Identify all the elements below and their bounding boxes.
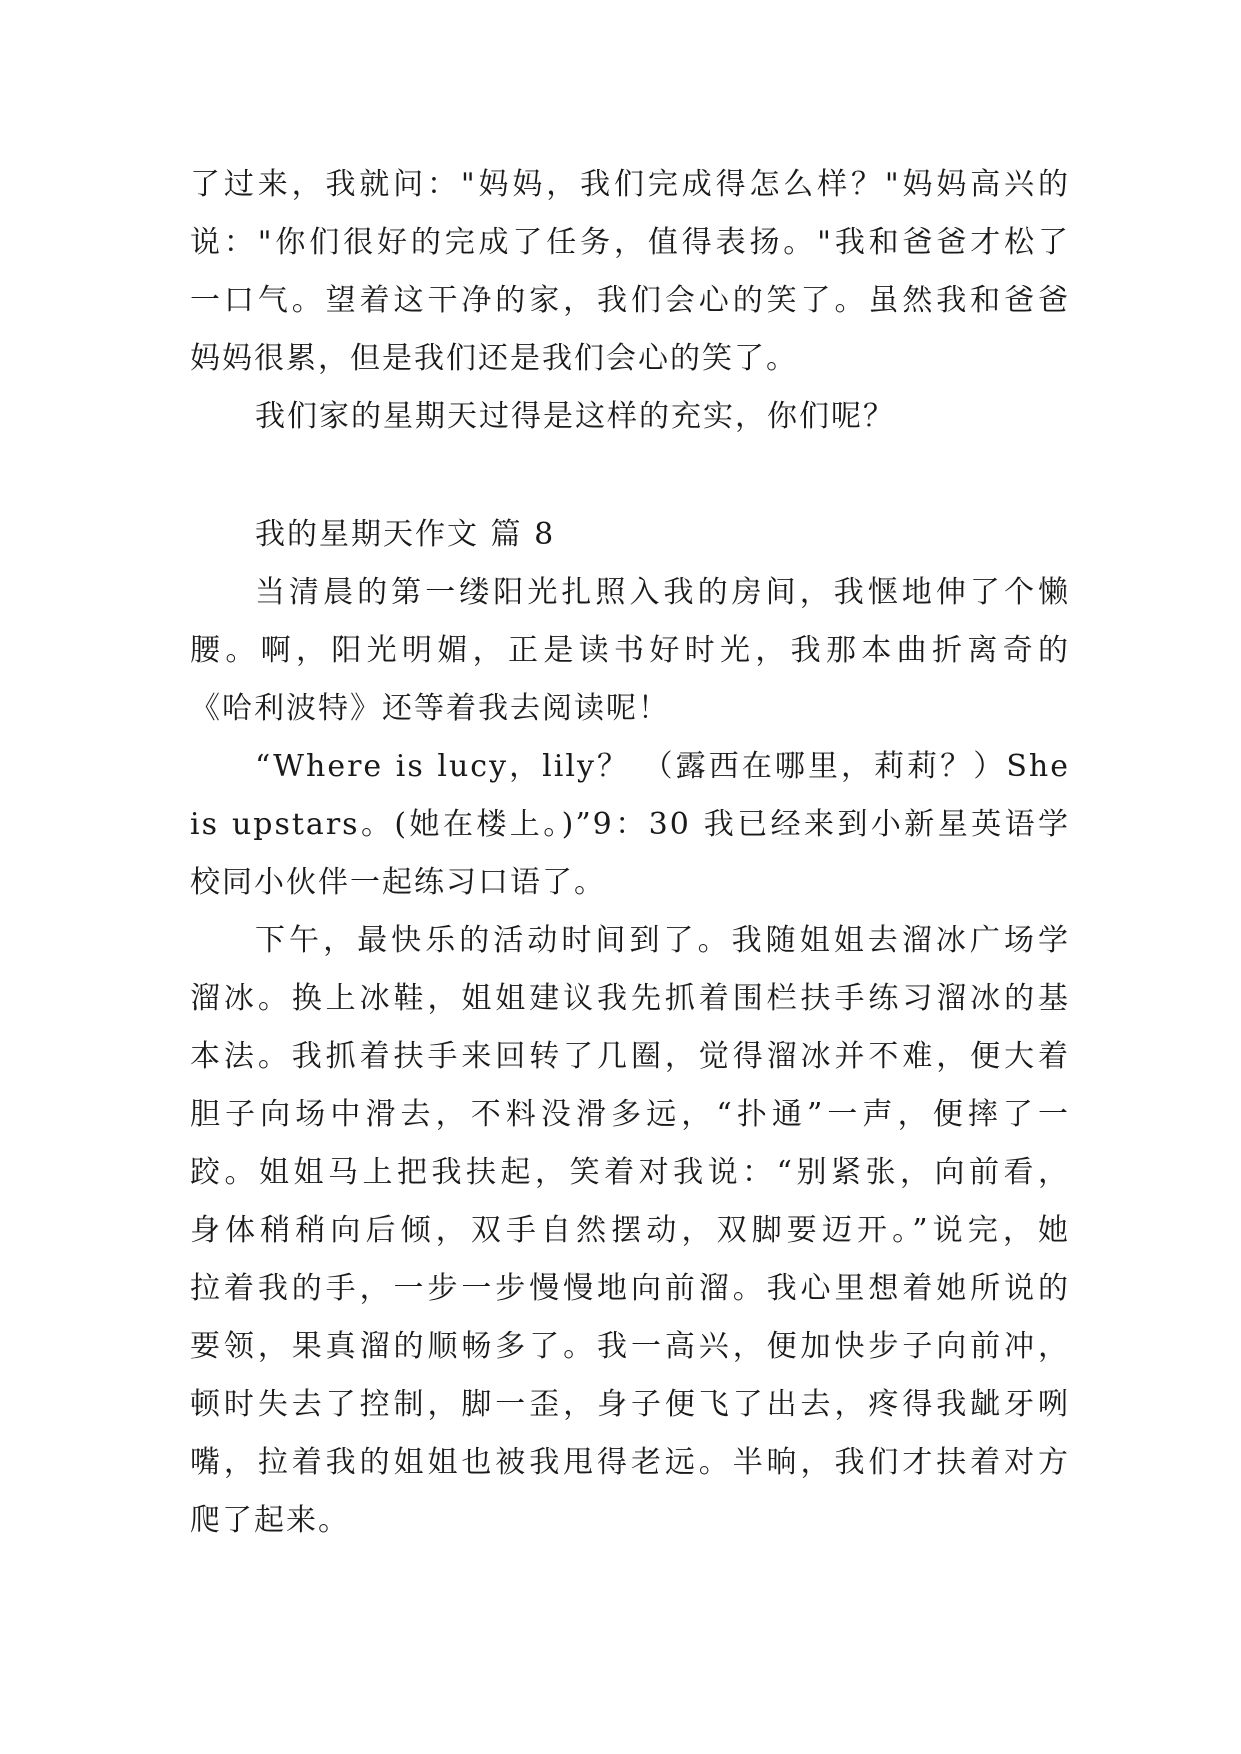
text-line: 腰。啊，阳光明媚，正是读书好时光，我那本曲折离奇的 [190, 633, 1070, 668]
text-line: 顿时失去了控制，脚一歪，身子便飞了出去，疼得我龇牙咧 [190, 1387, 1070, 1422]
text-line: 溜冰。换上冰鞋，姐姐建议我先抓着围栏扶手练习溜冰的基 [190, 981, 1070, 1016]
text-line: 下午，最快乐的活动时间到了。我随姐姐去溜冰广场学 [255, 923, 1070, 958]
text-line: 一口气。望着这干净的家，我们会心的笑了。虽然我和爸爸 [190, 283, 1070, 318]
text-line: 《哈利波特》还等着我去阅读呢！ [190, 691, 670, 726]
text-line: 身体稍稍向后倾，双手自然摆动，双脚要迈开。”说完，她 [190, 1213, 1070, 1248]
text-line: 爬了起来。 [190, 1503, 350, 1538]
text-line: “Where is lucy，lily？ （露西在哪里，莉莉？）She [255, 749, 1070, 784]
text-line: 校同小伙伴一起练习口语了。 [190, 865, 606, 900]
section-heading: 我的星期天作文 篇 8 [255, 517, 556, 552]
text-line: 跤。姐姐马上把我扶起，笑着对我说：“别紧张，向前看， [190, 1155, 1070, 1190]
text-line: is upstars。(她在楼上。)”9：30 我已经来到小新星英语学 [190, 807, 1070, 842]
text-line: 说："你们很好的完成了任务，值得表扬。"我和爸爸才松了 [190, 225, 1070, 260]
text-line: 拉着我的手，一步一步慢慢地向前溜。我心里想着她所说的 [190, 1271, 1070, 1306]
text-line: 胆子向场中滑去，不料没滑多远，“扑通”一声，便摔了一 [190, 1097, 1070, 1132]
text-line: 我们家的星期天过得是这样的充实，你们呢？ [255, 399, 895, 434]
text-line: 本法。我抓着扶手来回转了几圈，觉得溜冰并不难，便大着 [190, 1039, 1070, 1074]
text-line: 嘴，拉着我的姐姐也被我甩得老远。半晌，我们才扶着对方 [190, 1445, 1070, 1480]
text-line: 当清晨的第一缕阳光扎照入我的房间，我惬地伸了个懒 [255, 575, 1070, 610]
text-line: 妈妈很累，但是我们还是我们会心的笑了。 [190, 341, 798, 376]
text-line: 要领，果真溜的顺畅多了。我一高兴，便加快步子向前冲， [190, 1329, 1070, 1364]
text-line: 了过来，我就问："妈妈，我们完成得怎么样？"妈妈高兴的 [190, 167, 1070, 202]
